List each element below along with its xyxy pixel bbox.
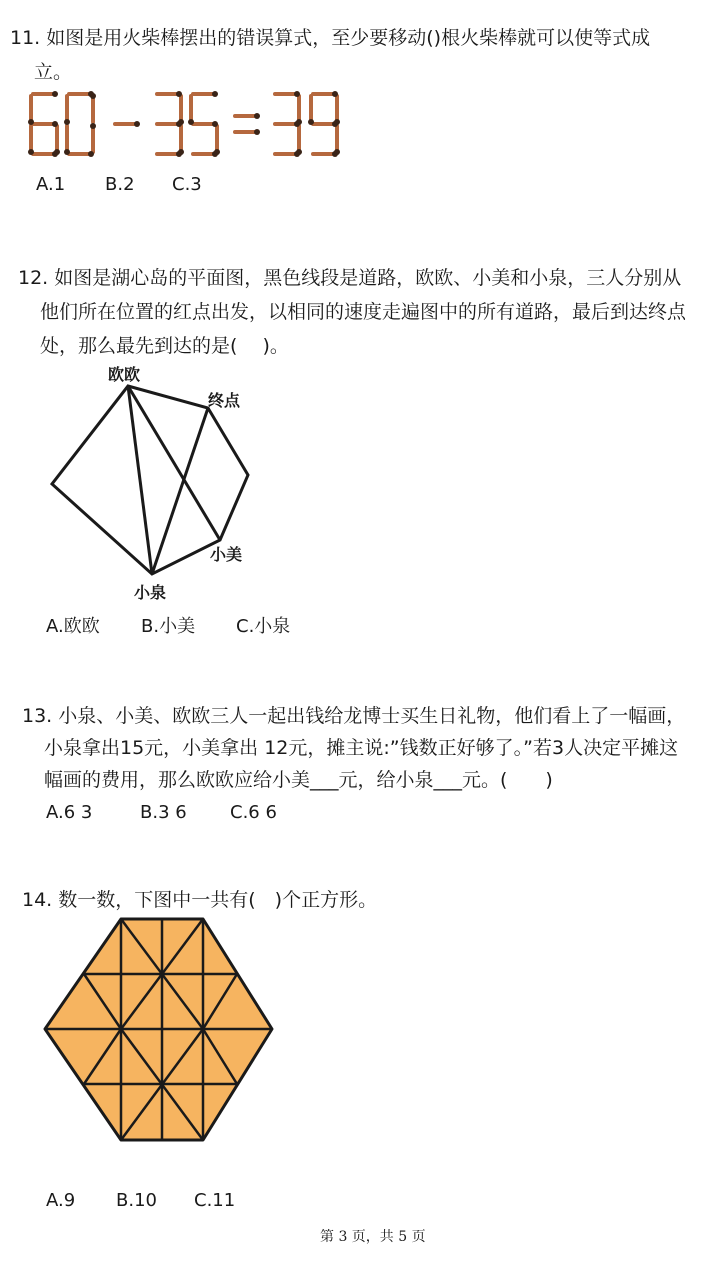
question-12-text-line1: 12. 如图是湖心岛的平面图，黑色线段是道路，欧欧、小美和小泉，三人分别从 [18, 267, 682, 289]
question-12-text-line3: 处，那么最先到达的是( )。 [40, 335, 289, 357]
label-xiaoquan: 小泉 [134, 583, 167, 602]
question-11-option-c[interactable]: C.3 [172, 174, 202, 195]
question-11-option-a[interactable]: A.1 [36, 174, 66, 195]
question-11-option-b[interactable]: B.2 [105, 174, 135, 195]
question-12-text-line2: 他们所在位置的红点出发，以相同的速度走遍图中的所有道路，最后到达终点 [40, 301, 687, 323]
question-13-option-c[interactable]: C.6 6 [230, 802, 277, 823]
label-ouou: 欧欧 [108, 365, 141, 384]
matchstick-equation-figure [25, 88, 345, 160]
question-13-option-a[interactable]: A.6 3 [46, 802, 93, 823]
question-13-text-line3: 幅画的费用，那么欧欧应给小美___元，给小泉___元。( ) [44, 769, 553, 791]
label-end-point: 终点 [208, 391, 241, 410]
question-14-option-c[interactable]: C.11 [194, 1190, 236, 1211]
question-14-text-line1: 14. 数一数，下图中一共有( )个正方形。 [22, 889, 378, 911]
question-13-text-line2: 小泉拿出15元，小美拿出 12元，摊主说:”钱数正好够了。”若3人决定平摊这 [44, 737, 679, 759]
label-xiaomei: 小美 [210, 545, 243, 564]
question-11-text-line2: 立。 [34, 61, 73, 83]
page-footer: 第 3 页，共 5 页 [320, 1229, 426, 1245]
island-road-map-figure [40, 360, 300, 610]
question-12-option-b[interactable]: B.小美 [141, 616, 196, 637]
question-14-option-b[interactable]: B.10 [116, 1190, 157, 1211]
hexagon-squares-figure [40, 912, 280, 1152]
question-14-option-a[interactable]: A.9 [46, 1190, 76, 1211]
question-11-text-line1: 11. 如图是用火柴棒摆出的错误算式，至少要移动()根火柴棒就可以使等式成 [10, 27, 651, 49]
question-12-option-a[interactable]: A.欧欧 [46, 616, 100, 637]
question-13-option-b[interactable]: B.3 6 [140, 802, 187, 823]
question-13-text-line1: 13. 小泉、小美、欧欧三人一起出钱给龙博士买生日礼物，他们看上了一幅画， [22, 705, 686, 727]
question-12-option-c[interactable]: C.小泉 [236, 616, 291, 637]
